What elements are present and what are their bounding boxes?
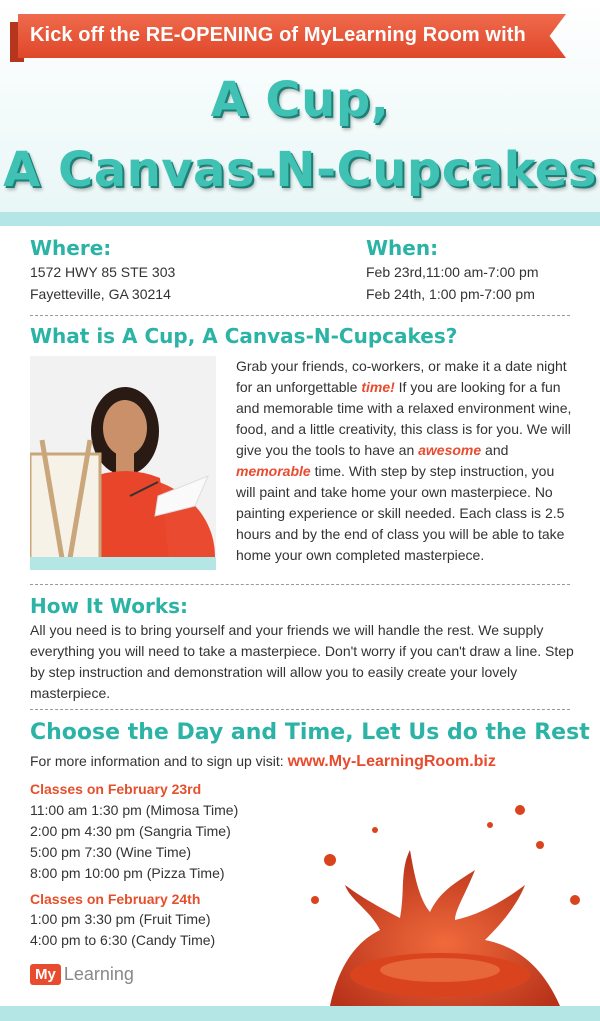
highlight-memorable: memorable [236, 463, 311, 479]
classes-feb-24-heading: Classes on February 24th [30, 891, 201, 907]
event-title-line-2: A Canvas-N-Cupcakes [3, 142, 597, 198]
girl-painting-illustration [30, 356, 216, 570]
banner-text: Kick off the RE-OPENING of MyLearning Room with [30, 24, 526, 46]
header [0, 0, 600, 226]
classes-feb-23-list [30, 800, 238, 884]
where-heading: Where: [30, 236, 112, 260]
how-description: All you need is to bring yourself and your friends we will handle the rest. We supply everything you will need to take a masterpiece. Don't worry if you can't draw a line. Step by step instruction and demonstration will allow you to easily create your lovely masterpiece. [30, 622, 574, 701]
classes-feb-24-list [30, 909, 215, 951]
when-line-1: Feb 23rd,11:00 am-7:00 pm [366, 264, 539, 280]
logo-learning: Learning [63, 963, 134, 984]
classes-feb-23-heading: Classes on February 23rd [30, 781, 202, 797]
what-text-part-3: and [481, 442, 509, 458]
when-line-2: Feb 24th, 1:00 pm-7:00 pm [366, 286, 535, 302]
photo-teal-band [30, 557, 216, 570]
footer-teal-band [0, 1006, 600, 1021]
dashed-divider [30, 584, 570, 585]
what-description [236, 356, 574, 566]
class-slot: 1:00 pm 3:30 pm (Fruit Time) [30, 911, 211, 927]
class-slot: 11:00 am 1:30 pm (Mimosa Time) [30, 802, 239, 818]
paint-splash-graphic [290, 790, 600, 1006]
mylearning-logo [30, 962, 134, 986]
signup-link[interactable]: www.My-LearningRoom.biz [287, 753, 496, 770]
class-slot: 2:00 pm 4:30 pm (Sangria Time) [30, 823, 231, 839]
event-title-line-1: A Cup, [210, 72, 390, 128]
signup-info [30, 751, 496, 772]
where-address-line-2: Fayetteville, GA 30214 [30, 286, 171, 302]
banner-ribbon [10, 14, 588, 59]
teal-divider-band [0, 212, 600, 226]
where-address-line-1: 1572 HWY 85 STE 303 [30, 264, 176, 280]
when-heading: When: [366, 236, 439, 260]
highlight-awesome: awesome [418, 442, 482, 458]
dashed-divider [30, 315, 570, 316]
class-slot: 5:00 pm 7:30 (Wine Time) [30, 844, 192, 860]
dashed-divider [30, 709, 570, 710]
choose-heading: Choose the Day and Time, Let Us do the Rest [30, 720, 590, 745]
what-text-part-4: time. With step by step instruction, you will paint and take home your own masterpiece. No painting experience or skill needed. Each class is 2.5 hours and by the end of class you will be able to take home your own completed masterpiece. [236, 463, 565, 563]
class-slot: 8:00 pm 10:00 pm (Pizza Time) [30, 865, 225, 881]
painting-girl-photo [30, 356, 216, 570]
signup-info-text: For more information and to sign up visit: [30, 753, 284, 769]
what-text-part-2: If you are looking for a fun and memorable time with a relaxed environment wine, food, and a little creativity, this class is for you. We will give you the tools to have an [236, 379, 572, 458]
what-heading: What is A Cup, A Canvas-N-Cupcakes? [30, 324, 458, 348]
what-text-part-1: Grab your friends, co-workers, or make it a date night for an unforgettable [236, 358, 567, 395]
highlight-time: time! [361, 379, 395, 395]
how-heading: How It Works: [30, 594, 189, 618]
class-slot: 4:00 pm to 6:30 (Candy Time) [30, 932, 216, 948]
logo-my: My [30, 964, 61, 985]
